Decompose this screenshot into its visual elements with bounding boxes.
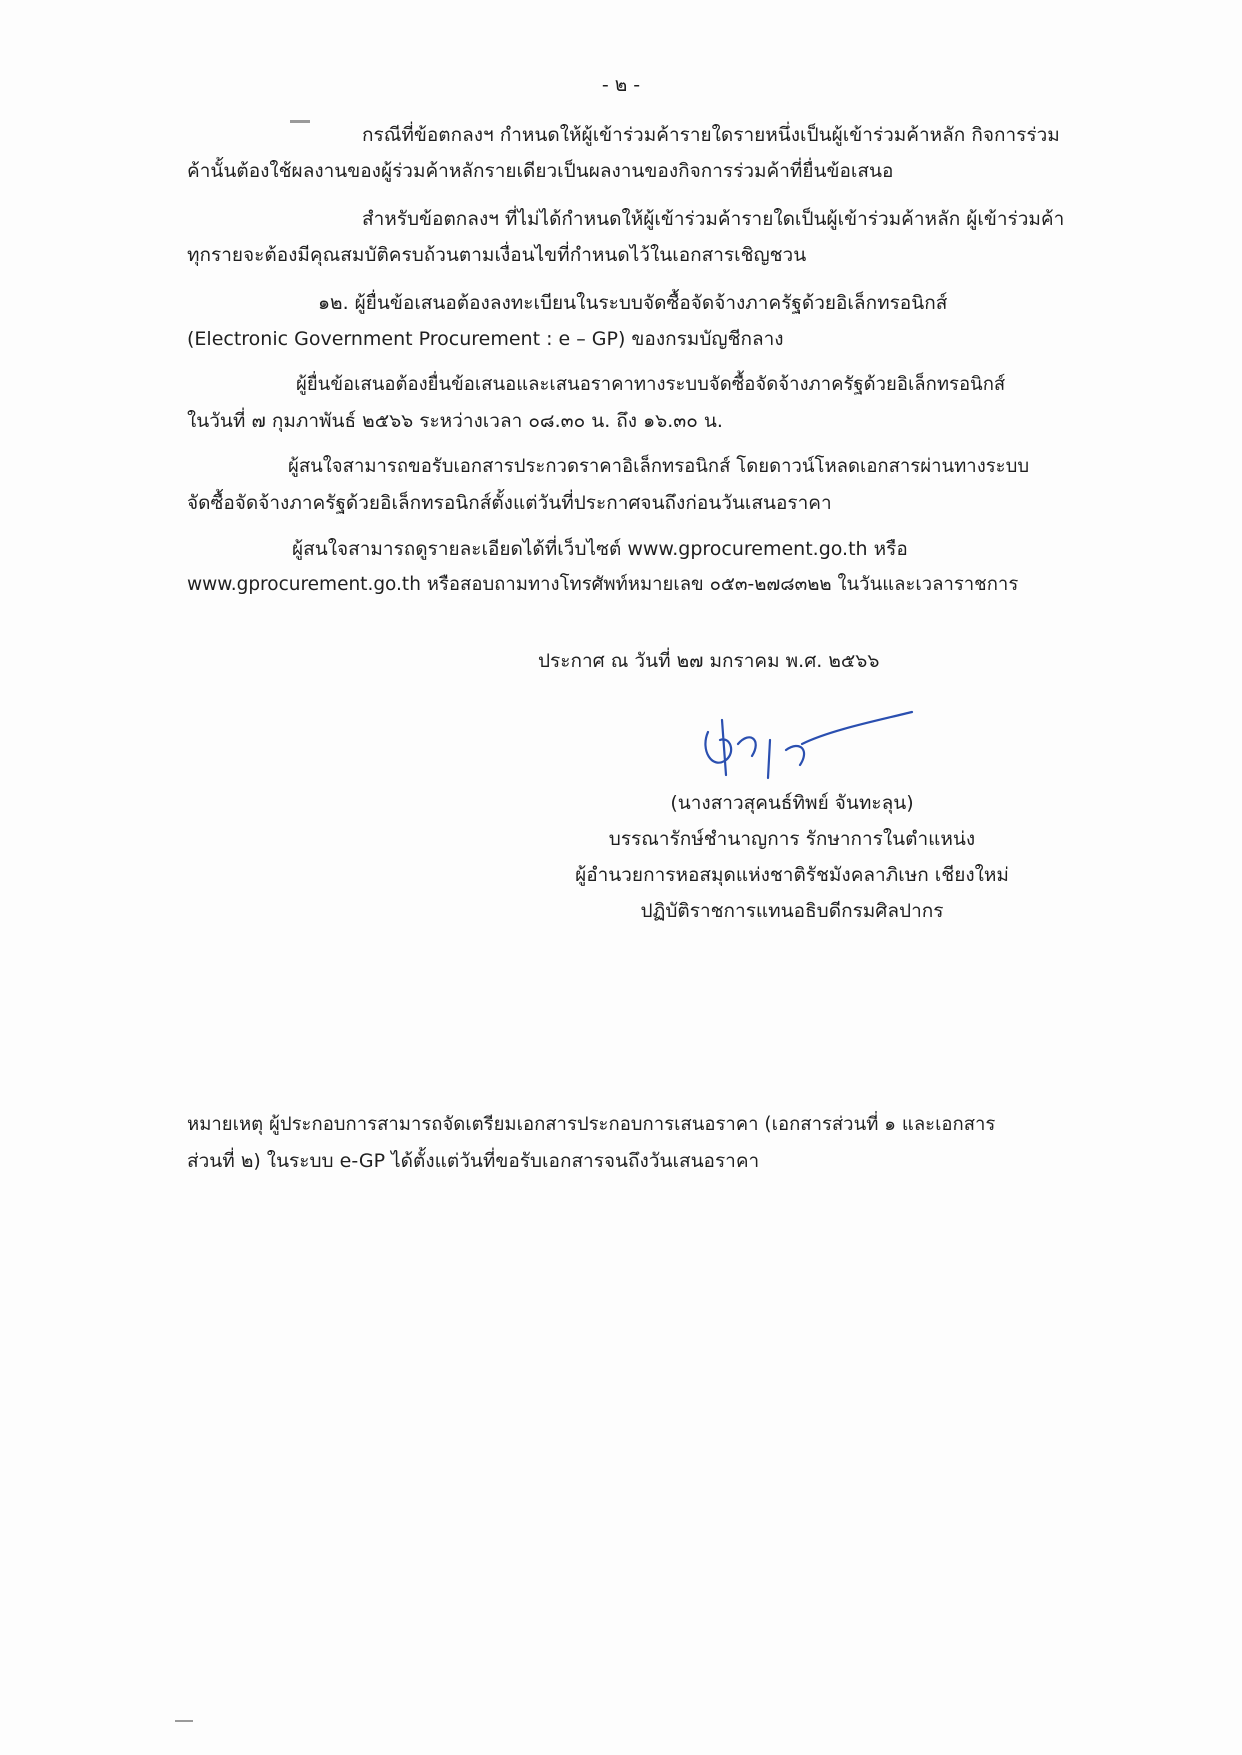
paragraph-line: ทุกรายจะต้องมีคุณสมบัติครบถ้วนตามเงื่อนไขที่กำหนดไว้ในเอกสารเชิญชวน — [187, 244, 807, 266]
signatory-position: บรรณารักษ์ชำนาญการ รักษาการในตำแหน่ง — [608, 828, 976, 850]
paragraph-line: กรณีที่ข้อตกลงฯ กำหนดให้ผู้เข้าร่วมค้ารายใดรายหนึ่งเป็นผู้เข้าร่วมค้าหลัก กิจการร่วม — [362, 124, 1060, 146]
signatory-name: (นางสาวสุคนธ์ทิพย์ จันทะลุน) — [670, 792, 914, 814]
announce-date: ประกาศ ณ วันที่ ๒๗ มกราคม พ.ศ. ๒๕๖๖ — [538, 650, 880, 672]
signatory-position: ปฏิบัติราชการแทนอธิบดีกรมศิลปากร — [640, 900, 944, 922]
paragraph-line: ผู้ยื่นข้อเสนอต้องยื่นข้อเสนอและเสนอราคาทางระบบจัดซื้อจัดจ้างภาครัฐด้วยอิเล็กทรอนิกส์ — [296, 374, 1006, 395]
paragraph-line: ผู้สนใจสามารถดูรายละเอียดได้ที่เว็บไซต์ www.gprocurement.go.th หรือ — [292, 538, 908, 560]
paragraph-line: (Electronic Government Procurement : e – GP) ของกรมบัญชีกลาง — [187, 328, 784, 350]
page-number: - ๒ - — [601, 74, 641, 96]
paragraph-line: www.gprocurement.go.th หรือสอบถามทางโทรศัพท์หมายเลข ๐๕๓-๒๗๘๓๒๒ ในวันและเวลาราชการ — [187, 574, 1019, 595]
paragraph-line: ๑๒. ผู้ยื่นข้อเสนอต้องลงทะเบียนในระบบจัดซื้อจัดจ้างภาครัฐด้วยอิเล็กทรอนิกส์ — [318, 292, 948, 314]
note-line: หมายเหตุ ผู้ประกอบการสามารถจัดเตรียมเอกสารประกอบการเสนอราคา (เอกสารส่วนที่ ๑ และเอกสาร — [187, 1114, 996, 1135]
signature — [690, 700, 920, 790]
paragraph-line: ในวันที่ ๗ กุมภาพันธ์ ๒๕๖๖ ระหว่างเวลา ๐๘.๓๐ น. ถึง ๑๖.๓๐ น. — [187, 410, 723, 432]
scan-mark — [290, 120, 310, 123]
signatory-position: ผู้อำนวยการหอสมุดแห่งชาติรัชมังคลาภิเษก เชียงใหม่ — [575, 864, 1009, 886]
paragraph-line: สำหรับข้อตกลงฯ ที่ไม่ได้กำหนดให้ผู้เข้าร่วมค้ารายใดเป็นผู้เข้าร่วมค้าหลัก ผู้เข้าร่วมค้า — [362, 208, 1065, 230]
paragraph-line: จัดซื้อจัดจ้างภาครัฐด้วยอิเล็กทรอนิกส์ตั้งแต่วันที่ประกาศจนถึงก่อนวันเสนอราคา — [187, 492, 832, 514]
paragraph-line: ค้านั้นต้องใช้ผลงานของผู้ร่วมค้าหลักรายเดียวเป็นผลงานของกิจการร่วมค้าที่ยื่นข้อเสนอ — [187, 160, 894, 182]
note-line: ส่วนที่ ๒) ในระบบ e-GP ได้ตั้งแต่วันที่ขอรับเอกสารจนถึงวันเสนอราคา — [187, 1150, 760, 1172]
scan-mark — [175, 1720, 193, 1722]
paragraph-line: ผู้สนใจสามารถขอรับเอกสารประกวดราคาอิเล็กทรอนิกส์ โดยดาวน์โหลดเอกสารผ่านทางระบบ — [288, 456, 1030, 477]
